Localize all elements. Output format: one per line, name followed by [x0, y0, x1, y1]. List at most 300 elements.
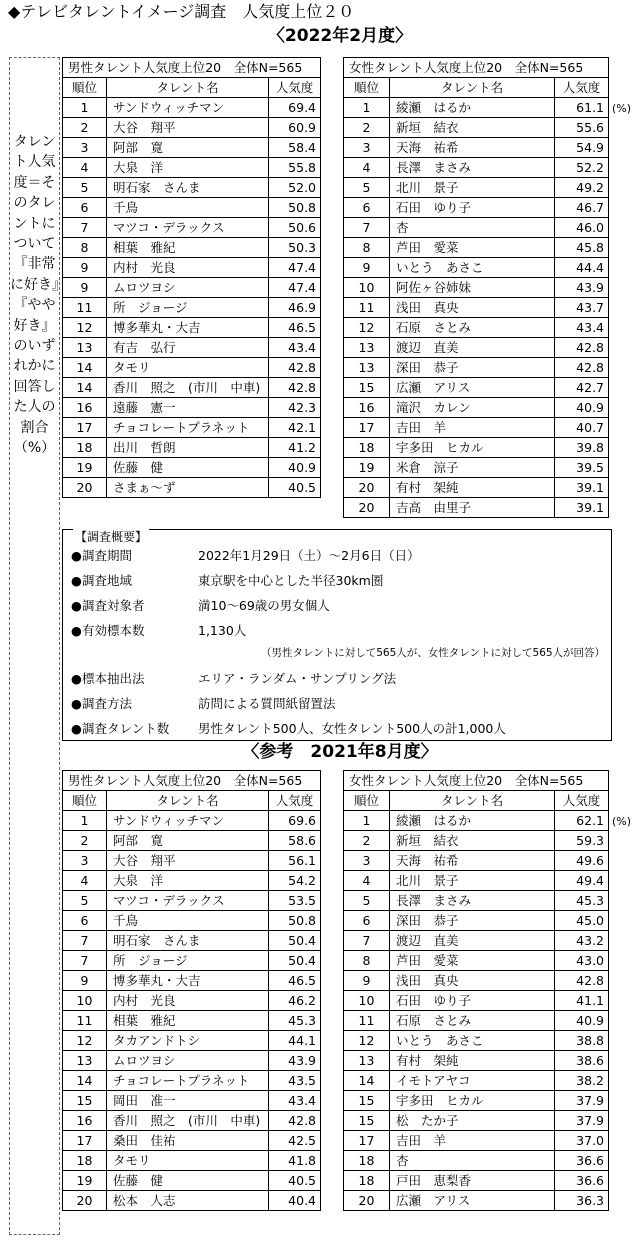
talent-name-cell: 阿佐ヶ谷姉妹	[390, 278, 555, 298]
rank-cell: 13	[344, 1051, 390, 1071]
score-cell: 55.6	[555, 118, 609, 138]
table-row	[63, 1131, 321, 1151]
table-row	[63, 158, 321, 178]
column-header-name: タレント名	[390, 78, 555, 98]
table-row	[344, 318, 609, 338]
score-cell: 49.2	[555, 178, 609, 198]
rank-cell: 14	[344, 1071, 390, 1091]
rank-cell: 2	[344, 831, 390, 851]
score-cell: 61.1	[555, 98, 609, 118]
score-cell: 44.1	[269, 1031, 321, 1051]
rank-cell: 2	[63, 118, 107, 138]
survey-item-label: 調査方法	[82, 696, 133, 711]
talent-name-cell: 戸田 恵梨香	[390, 1171, 555, 1191]
talent-name-cell: 新垣 結衣	[390, 831, 555, 851]
table-row	[63, 258, 321, 278]
bullet-icon: ●	[71, 598, 82, 613]
table-row	[344, 378, 609, 398]
table-row	[63, 831, 321, 851]
talent-name-cell: 杏	[390, 1151, 555, 1171]
score-cell: 42.8	[555, 338, 609, 358]
score-cell: 38.6	[555, 1051, 609, 1071]
rank-cell: 20	[344, 498, 390, 518]
survey-item	[71, 694, 336, 712]
table-caption: 男性タレント人気度上位20 全体N=565	[63, 771, 321, 791]
score-cell: 43.2	[555, 931, 609, 951]
score-cell: 46.5	[269, 971, 321, 991]
score-cell: 43.0	[555, 951, 609, 971]
talent-name-cell: 千鳥	[107, 198, 269, 218]
table-row	[63, 318, 321, 338]
table-row	[344, 1111, 609, 1131]
talent-name-cell: 所 ジョージ	[107, 951, 269, 971]
table-row	[63, 418, 321, 438]
talent-name-cell: さまぁ～ず	[107, 478, 269, 498]
table-row	[63, 238, 321, 258]
score-cell: 56.1	[269, 851, 321, 871]
survey-overview-title: 【調査概要】	[75, 530, 148, 544]
talent-name-cell: チョコレートプラネット	[107, 418, 269, 438]
column-header-rank: 順位	[63, 78, 107, 98]
rank-cell: 20	[344, 1191, 390, 1211]
score-cell: 40.9	[555, 1011, 609, 1031]
rank-cell: 12	[63, 318, 107, 338]
rank-cell: 17	[344, 418, 390, 438]
rank-cell: 10	[344, 278, 390, 298]
rank-cell: 20	[63, 1191, 107, 1211]
rank-cell: 3	[344, 138, 390, 158]
table-row	[344, 438, 609, 458]
talent-name-cell: 松 たか子	[390, 1111, 555, 1131]
score-cell: 45.0	[555, 911, 609, 931]
table-row	[63, 438, 321, 458]
score-cell: 38.8	[555, 1031, 609, 1051]
table-row	[63, 1111, 321, 1131]
score-cell: 50.3	[269, 238, 321, 258]
table-row	[344, 138, 609, 158]
score-cell: 42.8	[269, 1111, 321, 1131]
rank-cell: 11	[63, 298, 107, 318]
rank-cell: 8	[63, 238, 107, 258]
talent-name-cell: 岡田 准一	[107, 1091, 269, 1111]
talent-name-cell: 松本 人志	[107, 1191, 269, 1211]
score-cell: 40.9	[269, 458, 321, 478]
score-cell: 59.3	[555, 831, 609, 851]
score-cell: 42.8	[269, 378, 321, 398]
table-row	[63, 1031, 321, 1051]
column-header-name: タレント名	[390, 791, 555, 811]
score-cell: 46.5	[269, 318, 321, 338]
score-cell: 52.2	[555, 158, 609, 178]
rank-cell: 9	[344, 971, 390, 991]
rank-cell: 5	[63, 891, 107, 911]
rank-cell: 9	[63, 278, 107, 298]
rank-cell: 5	[344, 178, 390, 198]
talent-name-cell: 宇多田 ヒカル	[390, 438, 555, 458]
column-header-score: 人気度	[555, 78, 609, 98]
rank-cell: 3	[344, 851, 390, 871]
score-cell: 40.7	[555, 418, 609, 438]
table-row	[344, 238, 609, 258]
rank-cell: 10	[63, 991, 107, 1011]
table-row	[344, 98, 609, 118]
rank-cell: 16	[344, 398, 390, 418]
score-cell: 42.8	[555, 358, 609, 378]
talent-name-cell: 浅田 真央	[390, 298, 555, 318]
table-row	[344, 298, 609, 318]
table-row	[344, 891, 609, 911]
score-cell: 39.8	[555, 438, 609, 458]
table-row	[344, 278, 609, 298]
score-cell: 50.8	[269, 198, 321, 218]
score-cell: 40.9	[555, 398, 609, 418]
survey-overview-box	[62, 529, 612, 741]
score-cell: 60.9	[269, 118, 321, 138]
column-header-score: 人気度	[269, 78, 321, 98]
rank-cell: 4	[344, 871, 390, 891]
talent-name-cell: 相葉 雅紀	[107, 238, 269, 258]
talent-name-cell: 大泉 洋	[107, 158, 269, 178]
talent-name-cell: 長澤 まさみ	[390, 158, 555, 178]
score-cell: 43.9	[555, 278, 609, 298]
survey-item	[71, 621, 246, 639]
definition-sidebar	[9, 57, 60, 1235]
score-cell: 46.7	[555, 198, 609, 218]
talent-name-cell: ムロツヨシ	[107, 1051, 269, 1071]
talent-name-cell: 阿部 寛	[107, 831, 269, 851]
table-header-row	[344, 791, 609, 811]
table-row	[63, 931, 321, 951]
table-caption: 女性タレント人気度上位20 全体N=565	[344, 771, 609, 791]
table-row	[344, 418, 609, 438]
talent-name-cell: 石田 ゆり子	[390, 198, 555, 218]
table-row	[344, 1031, 609, 1051]
talent-name-cell: 吉田 羊	[390, 1131, 555, 1151]
rank-cell: 9	[63, 971, 107, 991]
rank-cell: 11	[344, 298, 390, 318]
rank-cell: 4	[63, 158, 107, 178]
rank-cell: 13	[63, 338, 107, 358]
rank-cell: 11	[63, 1011, 107, 1031]
rank-cell: 5	[344, 891, 390, 911]
rank-cell: 9	[344, 258, 390, 278]
rank-cell: 14	[63, 378, 107, 398]
table-row	[63, 378, 321, 398]
rank-cell: 8	[344, 238, 390, 258]
score-cell: 50.4	[269, 951, 321, 971]
talent-name-cell: 天海 祐希	[390, 138, 555, 158]
score-cell: 49.6	[555, 851, 609, 871]
rank-cell: 1	[63, 811, 107, 831]
talent-name-cell: 米倉 涼子	[390, 458, 555, 478]
talent-name-cell: 香川 照之 (市川 中車)	[107, 1111, 269, 1131]
table-row	[344, 1131, 609, 1151]
talent-name-cell: いとう あさこ	[390, 1031, 555, 1051]
table-row	[63, 358, 321, 378]
table-row	[344, 1171, 609, 1191]
table-row	[63, 871, 321, 891]
table-row	[63, 891, 321, 911]
score-cell: 43.9	[269, 1051, 321, 1071]
score-cell: 53.5	[269, 891, 321, 911]
rank-cell: 15	[344, 1111, 390, 1131]
score-cell: 37.9	[555, 1111, 609, 1131]
table-row	[344, 1051, 609, 1071]
percent-unit-label: (%)	[612, 102, 632, 115]
score-cell: 37.9	[555, 1091, 609, 1111]
survey-item-value: 男性タレント500人、女性タレント500人の計1,000人	[198, 721, 506, 736]
survey-item-label: 調査対象者	[82, 598, 145, 613]
score-cell: 40.4	[269, 1191, 321, 1211]
talent-name-cell: 天海 祐希	[390, 851, 555, 871]
score-cell: 43.7	[555, 298, 609, 318]
talent-name-cell: 芦田 愛菜	[390, 238, 555, 258]
talent-name-cell: 石原 さとみ	[390, 318, 555, 338]
table-row	[63, 1171, 321, 1191]
rank-cell: 8	[344, 951, 390, 971]
score-cell: 43.4	[555, 318, 609, 338]
table-header-row	[63, 791, 321, 811]
table-row	[344, 258, 609, 278]
talent-name-cell: イモトアヤコ	[390, 1071, 555, 1091]
talent-name-cell: いとう あさこ	[390, 258, 555, 278]
talent-name-cell: 千鳥	[107, 911, 269, 931]
score-cell: 39.1	[555, 478, 609, 498]
table-caption: 女性タレント人気度上位20 全体N=565	[344, 58, 609, 78]
talent-name-cell: 博多華丸・大吉	[107, 971, 269, 991]
female-ranking-table-2022	[343, 57, 609, 518]
table-row	[344, 851, 609, 871]
survey-item-value: 満10～69歳の男女個人	[198, 598, 330, 613]
score-cell: 50.6	[269, 218, 321, 238]
talent-name-cell: 相葉 雅紀	[107, 1011, 269, 1031]
table-row	[63, 198, 321, 218]
talent-name-cell: 新垣 結衣	[390, 118, 555, 138]
talent-name-cell: 吉田 羊	[390, 418, 555, 438]
score-cell: 43.4	[269, 1091, 321, 1111]
rank-cell: 18	[63, 438, 107, 458]
talent-name-cell: 香川 照之 (市川 中車)	[107, 378, 269, 398]
table-row	[63, 1071, 321, 1091]
survey-item-label: 調査タレント数	[82, 721, 170, 736]
score-cell: 50.8	[269, 911, 321, 931]
table-row	[344, 811, 609, 831]
bullet-icon: ●	[71, 573, 82, 588]
score-cell: 58.4	[269, 138, 321, 158]
table-row	[63, 911, 321, 931]
score-cell: 46.0	[555, 218, 609, 238]
table-row	[344, 218, 609, 238]
score-cell: 42.8	[555, 971, 609, 991]
table-row	[344, 458, 609, 478]
talent-name-cell: 芦田 愛菜	[390, 951, 555, 971]
table-row	[63, 218, 321, 238]
column-header-rank: 順位	[63, 791, 107, 811]
talent-name-cell: 所 ジョージ	[107, 298, 269, 318]
talent-name-cell: 浅田 真央	[390, 971, 555, 991]
score-cell: 42.5	[269, 1131, 321, 1151]
talent-name-cell: 内村 光良	[107, 258, 269, 278]
rank-cell: 15	[63, 1091, 107, 1111]
survey-item-value: 東京駅を中心とした半径30km圏	[198, 573, 384, 588]
rank-cell: 16	[63, 398, 107, 418]
rank-cell: 2	[344, 118, 390, 138]
rank-cell: 16	[63, 1111, 107, 1131]
survey-item-label: 調査地域	[82, 573, 133, 588]
talent-name-cell: チョコレートプラネット	[107, 1071, 269, 1091]
rank-cell: 19	[344, 458, 390, 478]
rank-cell: 7	[344, 218, 390, 238]
rank-cell: 17	[344, 1131, 390, 1151]
rank-cell: 12	[63, 1031, 107, 1051]
score-cell: 58.6	[269, 831, 321, 851]
table-row	[344, 911, 609, 931]
talent-name-cell: 吉高 由里子	[390, 498, 555, 518]
rank-cell: 1	[344, 98, 390, 118]
talent-name-cell: 綾瀬 はるか	[390, 811, 555, 831]
table-row	[63, 398, 321, 418]
score-cell: 38.2	[555, 1071, 609, 1091]
table-row	[344, 398, 609, 418]
talent-name-cell: 佐藤 健	[107, 1171, 269, 1191]
rank-cell: 4	[63, 871, 107, 891]
table-row	[63, 278, 321, 298]
column-header-name: タレント名	[107, 78, 269, 98]
rank-cell: 2	[63, 831, 107, 851]
definition-text: タレント人気度＝そのタレントについて『非常に好き』『やや好き』のいずれかに回答した人の割合（%）	[10, 134, 59, 457]
rank-cell: 6	[344, 911, 390, 931]
rank-cell: 18	[344, 1151, 390, 1171]
talent-name-cell: 有村 架純	[390, 1051, 555, 1071]
table-row	[63, 1011, 321, 1031]
rank-cell: 13	[344, 358, 390, 378]
score-cell: 39.5	[555, 458, 609, 478]
table-header-row	[63, 78, 321, 98]
talent-name-cell: 広瀬 アリス	[390, 378, 555, 398]
rank-cell: 5	[63, 178, 107, 198]
score-cell: 45.8	[555, 238, 609, 258]
score-cell: 42.1	[269, 418, 321, 438]
table-row	[344, 951, 609, 971]
table-row	[63, 298, 321, 318]
table-row	[344, 118, 609, 138]
table-row	[63, 138, 321, 158]
talent-name-cell: 桑田 佳祐	[107, 1131, 269, 1151]
rank-cell: 3	[63, 851, 107, 871]
survey-item-value: 訪問による質問紙留置法	[198, 696, 336, 711]
talent-name-cell: タモリ	[107, 1151, 269, 1171]
percent-unit-label: (%)	[612, 815, 632, 828]
rank-cell: 7	[344, 931, 390, 951]
table-row	[344, 358, 609, 378]
table-row	[63, 851, 321, 871]
page-title: ◆テレビタレントイメージ調査 人気度上位２０	[8, 2, 355, 21]
talent-name-cell: 有吉 弘行	[107, 338, 269, 358]
bullet-icon: ●	[71, 623, 82, 638]
rank-cell: 20	[63, 478, 107, 498]
survey-item-label: 調査期間	[82, 548, 133, 563]
talent-name-cell: マツコ・デラックス	[107, 218, 269, 238]
talent-name-cell: 長澤 まさみ	[390, 891, 555, 911]
rank-cell: 1	[63, 98, 107, 118]
talent-name-cell: マツコ・デラックス	[107, 891, 269, 911]
rank-cell: 1	[344, 811, 390, 831]
rank-cell: 7	[63, 931, 107, 951]
survey-item	[71, 719, 506, 737]
talent-name-cell: 大谷 翔平	[107, 851, 269, 871]
survey-item-label: 有効標本数	[82, 623, 145, 638]
table-row	[63, 338, 321, 358]
table-row	[344, 871, 609, 891]
score-cell: 37.0	[555, 1131, 609, 1151]
talent-name-cell: タモリ	[107, 358, 269, 378]
rank-cell: 20	[344, 478, 390, 498]
talent-name-cell: 出川 哲朗	[107, 438, 269, 458]
bullet-icon: ●	[71, 671, 82, 686]
column-header-rank: 順位	[344, 791, 390, 811]
talent-name-cell: 大谷 翔平	[107, 118, 269, 138]
talent-name-cell: タカアンドトシ	[107, 1031, 269, 1051]
score-cell: 40.5	[269, 1171, 321, 1191]
score-cell: 43.4	[269, 338, 321, 358]
score-cell: 69.6	[269, 811, 321, 831]
table-row	[344, 1191, 609, 1211]
survey-item	[71, 546, 420, 564]
talent-name-cell: ムロツヨシ	[107, 278, 269, 298]
talent-name-cell: 宇多田 ヒカル	[390, 1091, 555, 1111]
score-cell: 40.5	[269, 478, 321, 498]
table-row	[63, 1151, 321, 1171]
survey-item	[71, 669, 396, 687]
table-row	[344, 1151, 609, 1171]
survey-item-value: 2022年1月29日（土）～2月6日（日）	[198, 548, 420, 563]
score-cell: 47.4	[269, 258, 321, 278]
rank-cell: 14	[63, 358, 107, 378]
score-cell: 36.6	[555, 1151, 609, 1171]
score-cell: 41.2	[269, 438, 321, 458]
talent-name-cell: 滝沢 カレン	[390, 398, 555, 418]
score-cell: 41.8	[269, 1151, 321, 1171]
talent-name-cell: 杏	[390, 218, 555, 238]
rank-cell: 18	[344, 1171, 390, 1191]
talent-name-cell: 広瀬 アリス	[390, 1191, 555, 1211]
rank-cell: 9	[63, 258, 107, 278]
score-cell: 44.4	[555, 258, 609, 278]
rank-cell: 19	[63, 1171, 107, 1191]
talent-name-cell: 深田 恭子	[390, 358, 555, 378]
score-cell: 45.3	[269, 1011, 321, 1031]
rank-cell: 6	[63, 198, 107, 218]
table-caption: 男性タレント人気度上位20 全体N=565	[63, 58, 321, 78]
rank-cell: 17	[63, 418, 107, 438]
table-row	[344, 991, 609, 1011]
table-row	[344, 1011, 609, 1031]
talent-name-cell: 綾瀬 はるか	[390, 98, 555, 118]
talent-name-cell: 阿部 寛	[107, 138, 269, 158]
rank-cell: 13	[63, 1051, 107, 1071]
score-cell: 62.1	[555, 811, 609, 831]
talent-name-cell: 渡辺 直美	[390, 338, 555, 358]
score-cell: 55.8	[269, 158, 321, 178]
column-header-name: タレント名	[107, 791, 269, 811]
rank-cell: 13	[344, 338, 390, 358]
score-cell: 43.5	[269, 1071, 321, 1091]
female-ranking-table-2021	[343, 770, 609, 1211]
bullet-icon: ●	[71, 721, 82, 736]
bullet-icon: ●	[71, 548, 82, 563]
table-row	[344, 478, 609, 498]
male-ranking-table-2022	[62, 57, 321, 498]
